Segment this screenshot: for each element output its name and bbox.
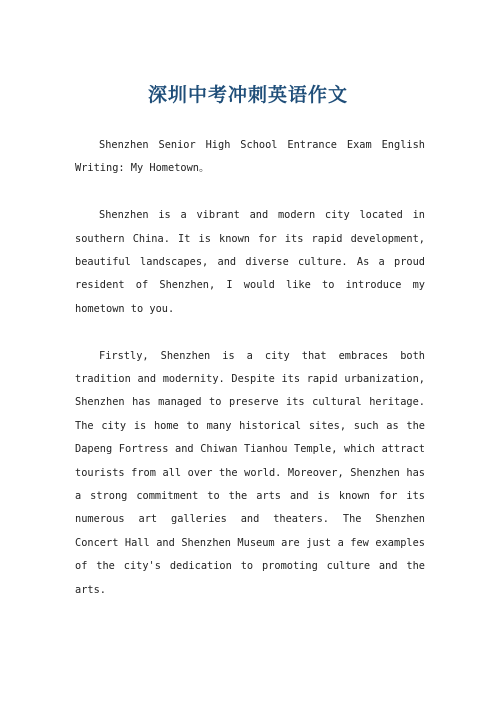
paragraph-intro: Shenzhen is a vibrant and modern city located in southern China. It is known for its rapid development, beautiful landscapes, and diverse culture. As a proud resident of Shenzhen, I would like to introduce my hometown to you. (75, 209, 425, 315)
paragraph-heading: Shenzhen Senior High School Entrance Exam English Writing: My Hometown。 (75, 139, 425, 175)
paragraph-firstly: Firstly, Shenzhen is a city that embraces both tradition and modernity. Despite its rapid urbanization, Shenzhen has managed to preserve its cultural heritage. The city is home to many historical sites, such as the Dapeng Fortress and Chiwan Tianhou Temple, which attract tourists from all over the world. Moreover, Shenzhen has a strong commitment to the arts and is known for its numerous art galleries and theaters. The Shenzhen Concert Hall and Shenzhen Museum are just a few examples of the city's dedication to promoting culture and the arts. (75, 349, 425, 596)
document-body (75, 134, 425, 625)
document-title: 深圳中考冲刺英语作文 (147, 84, 348, 106)
